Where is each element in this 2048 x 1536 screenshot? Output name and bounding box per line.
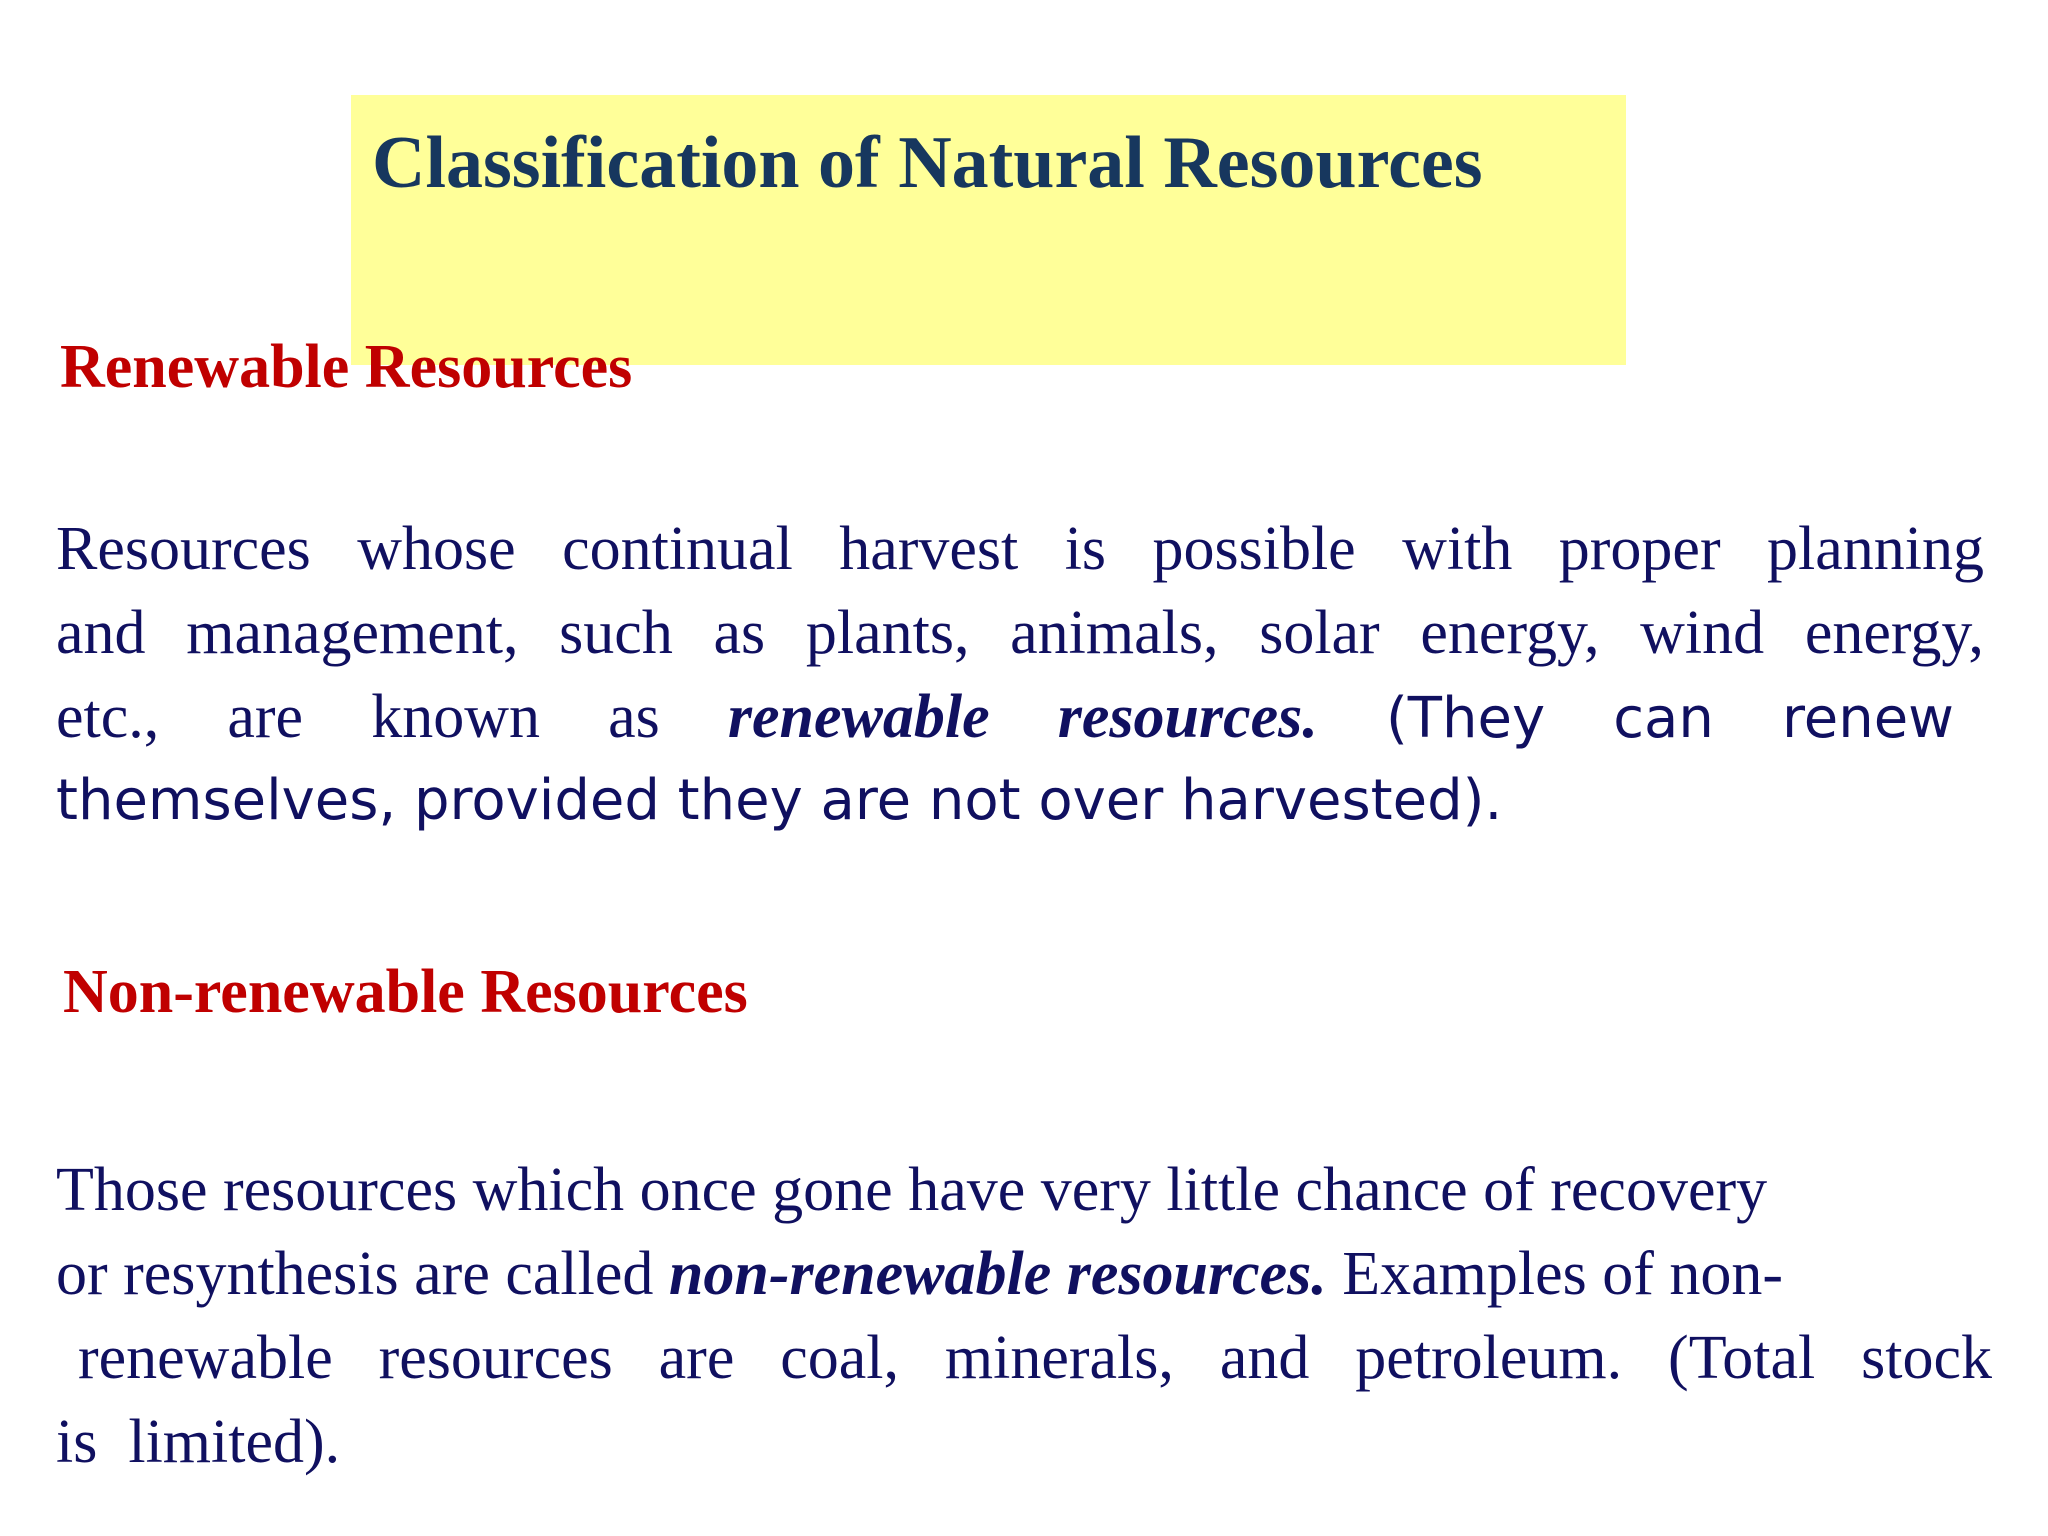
word: petroleum. bbox=[1355, 1324, 1623, 1392]
text-run: Examples of non- bbox=[1326, 1240, 1784, 1308]
word: stock bbox=[1861, 1324, 1992, 1392]
non-renewable-line-2 bbox=[56, 1232, 1992, 1316]
word: energy, bbox=[1420, 599, 1600, 667]
word: such bbox=[559, 599, 673, 667]
word: plants, bbox=[805, 599, 970, 667]
word: solar bbox=[1259, 599, 1380, 667]
word: planning bbox=[1767, 515, 1984, 583]
word: proper bbox=[1558, 515, 1721, 583]
word: etc., bbox=[56, 683, 160, 751]
word: and bbox=[56, 599, 146, 667]
word: as bbox=[608, 683, 660, 751]
word: Resources bbox=[56, 515, 311, 583]
renewable-line-1 bbox=[56, 507, 1984, 591]
word: is bbox=[1064, 515, 1107, 583]
renewable-line-3 bbox=[56, 675, 1954, 759]
text-run: or resynthesis are called bbox=[56, 1240, 669, 1308]
word: are bbox=[227, 683, 304, 751]
word: possible bbox=[1152, 515, 1356, 583]
slide-title: Classification of Natural Resources bbox=[372, 122, 1483, 204]
word: coal, bbox=[780, 1324, 900, 1392]
word: known bbox=[371, 683, 540, 751]
word: as bbox=[713, 599, 766, 667]
word: resources bbox=[378, 1324, 613, 1392]
word: management, bbox=[186, 599, 519, 667]
word: harvest bbox=[839, 515, 1019, 583]
non-renewable-line-3 bbox=[56, 1316, 1992, 1400]
word: renewable bbox=[78, 1324, 333, 1392]
word: can bbox=[1613, 686, 1714, 751]
non-renewable-line-4: is limited). bbox=[56, 1408, 341, 1476]
non-renewable-heading: Non-renewable Resources bbox=[63, 958, 748, 1026]
word: (They bbox=[1385, 686, 1546, 751]
renewable-paragraph bbox=[56, 507, 1984, 843]
word: are bbox=[658, 1324, 735, 1392]
word: minerals, bbox=[944, 1324, 1174, 1392]
word: wind bbox=[1640, 599, 1765, 667]
non-renewable-paragraph bbox=[56, 1148, 1992, 1484]
word: continual bbox=[562, 515, 793, 583]
word: whose bbox=[357, 515, 516, 583]
word: animals, bbox=[1010, 599, 1219, 667]
renewable-heading: Renewable Resources bbox=[60, 333, 633, 401]
word: (Total bbox=[1668, 1324, 1816, 1392]
non-renewable-line-1: Those resources which once gone have very little chance of recovery bbox=[56, 1156, 1768, 1224]
word: with bbox=[1402, 515, 1513, 583]
word: energy, bbox=[1804, 599, 1984, 667]
word: and bbox=[1219, 1324, 1310, 1392]
renewable-line-2 bbox=[56, 591, 1984, 675]
renewable-line-4: themselves, provided they are not over harvested). bbox=[56, 768, 1503, 833]
renewable-term-word: renewable bbox=[727, 683, 990, 751]
word: renew bbox=[1781, 686, 1954, 751]
renewable-term-word: resources. bbox=[1057, 683, 1318, 751]
non-renewable-term: non-renewable resources. bbox=[668, 1240, 1327, 1308]
